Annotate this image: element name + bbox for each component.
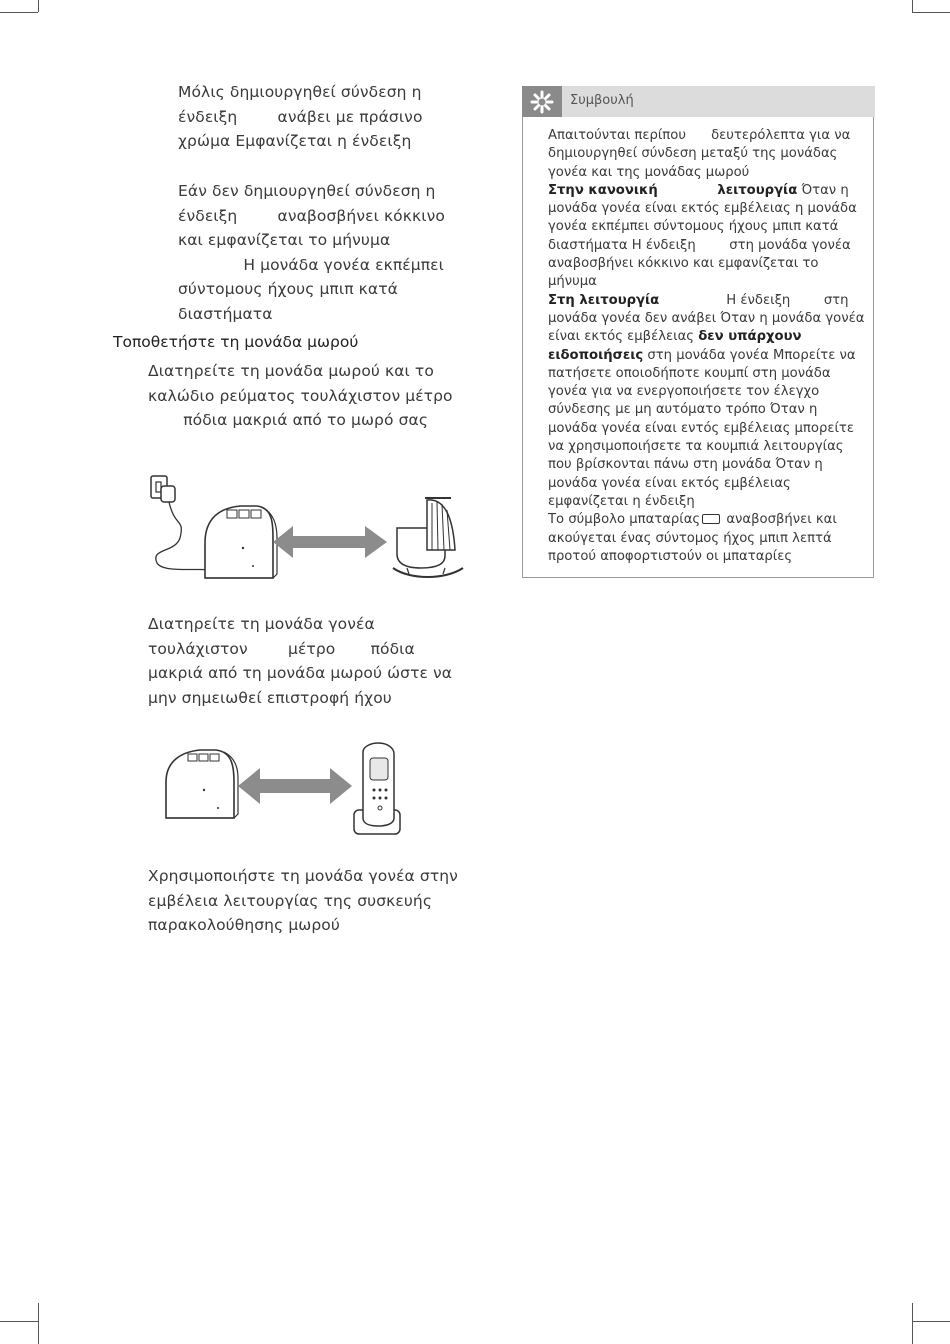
asterisk-tip-icon	[522, 86, 562, 117]
crop-mark	[912, 0, 913, 12]
crop-mark	[0, 1321, 38, 1322]
tip-paragraph-4	[548, 511, 868, 566]
not-connected-paragraph: Εάν δεν δημιουργηθεί σύνδεση η ένδειξη αναβοσβήνει κόκκινο και εμφανίζεται το μήνυμα Η μονάδα γονέα εκπέμπει σύντομους ήχους μπιπ κατά διαστήματα	[178, 182, 445, 323]
tip-paragraph-2-text: Όταν η μονάδα γονέα είναι εκτός εμβέλειας η μονάδα γονέα εκπέμπει σύντομους ήχους μπιπ κατά διαστήματα Η ένδειξη στη μονάδα γονέα αναβοσβήνει κόκκινο και εμφανίζεται το μήνυμα	[548, 182, 857, 290]
crop-mark	[38, 0, 39, 12]
crop-mark	[912, 12, 950, 13]
tip-paragraph-1: Απαιτούνται περίπου δευτερόλεπτα για να δημιουργηθεί σύνδεση μεταξύ της μονάδας γονέα και της μονάδας μωρού	[548, 128, 851, 180]
tip-content	[548, 127, 868, 566]
tip-paragraph-2	[548, 182, 868, 292]
battery-text-b: αναβοσβήνει και ακούγεται ένας σύντομος ήχος μπιπ λεπτά προτού αποφορτιστούν οι μπαταρίες	[548, 512, 837, 564]
place-parent-paragraph: Διατηρείτε τη μονάδα γονέα τουλάχιστον μέτρο πόδια μακριά από τη μονάδα μωρού ώστε να μην σημειωθεί επιστροφή ήχου	[148, 615, 453, 707]
baby-unit-illustration	[145, 468, 475, 588]
no-notifications-label: δεν υπάρχουν ειδοποιήσεις	[548, 329, 802, 363]
crop-mark	[912, 1303, 913, 1344]
parent-unit-illustration	[160, 740, 410, 840]
double-arrow	[238, 768, 352, 804]
normal-mode-label: Στην κανονική λειτουργία	[548, 182, 798, 198]
tip-paragraph-3a: Η ένδειξη στη μονάδα γονέα δεν ανάβει Όταν η μονάδα γονέα είναι εκτός εμβέλειας	[548, 292, 865, 345]
crop-mark	[38, 1303, 39, 1344]
connected-paragraph: Μόλις δημιουργηθεί σύνδεση η ένδειξη ανάβει με πράσινο χρώμα Εμφανίζεται η ένδειξη	[178, 83, 423, 150]
crop-mark	[912, 1321, 950, 1322]
tip-title: Συμβουλή	[570, 93, 634, 108]
place-baby-paragraph: Διατηρείτε τη μονάδα μωρού και το καλώδιο ρεύματος τουλάχιστον μέτρο πόδια μακριά από το μωρό σας	[148, 362, 453, 429]
section-heading: Τοποθετήστε τη μονάδα μωρού	[113, 333, 359, 351]
tip-header	[522, 86, 875, 117]
double-arrow	[273, 526, 387, 558]
crop-mark	[0, 12, 38, 13]
battery-text-a: Το σύμβολο μπαταρίας	[548, 512, 701, 528]
range-paragraph: Χρησιμοποιήστε τη μονάδα γονέα στην εμβέλεια λειτουργίας της συσκευής παρακολούθησης μωρού	[148, 867, 458, 934]
mode-label: Στη λειτουργία	[548, 292, 660, 308]
tip-paragraph-3	[548, 292, 868, 512]
battery-icon	[702, 514, 720, 524]
tip-paragraph-3b: στη μονάδα γονέα Μπορείτε να πατήσετε οποιοδήποτε κουμπί στη μονάδα γονέα για να ενεργοποιήσετε τον έλεγχο σύνδεσης με μη αυτόματο τρόπο Όταν η μονάδα γονέα είναι εντός εμβέλειας μπορείτε να χρησιμοποιήσετε τα κουμπιά λειτουργίας που βρίσκονται πάνω στη μονάδα Όταν η μονάδα γονέα είναι εκτός εμβέλειας εμφανίζεται η ένδειξη	[548, 347, 856, 509]
